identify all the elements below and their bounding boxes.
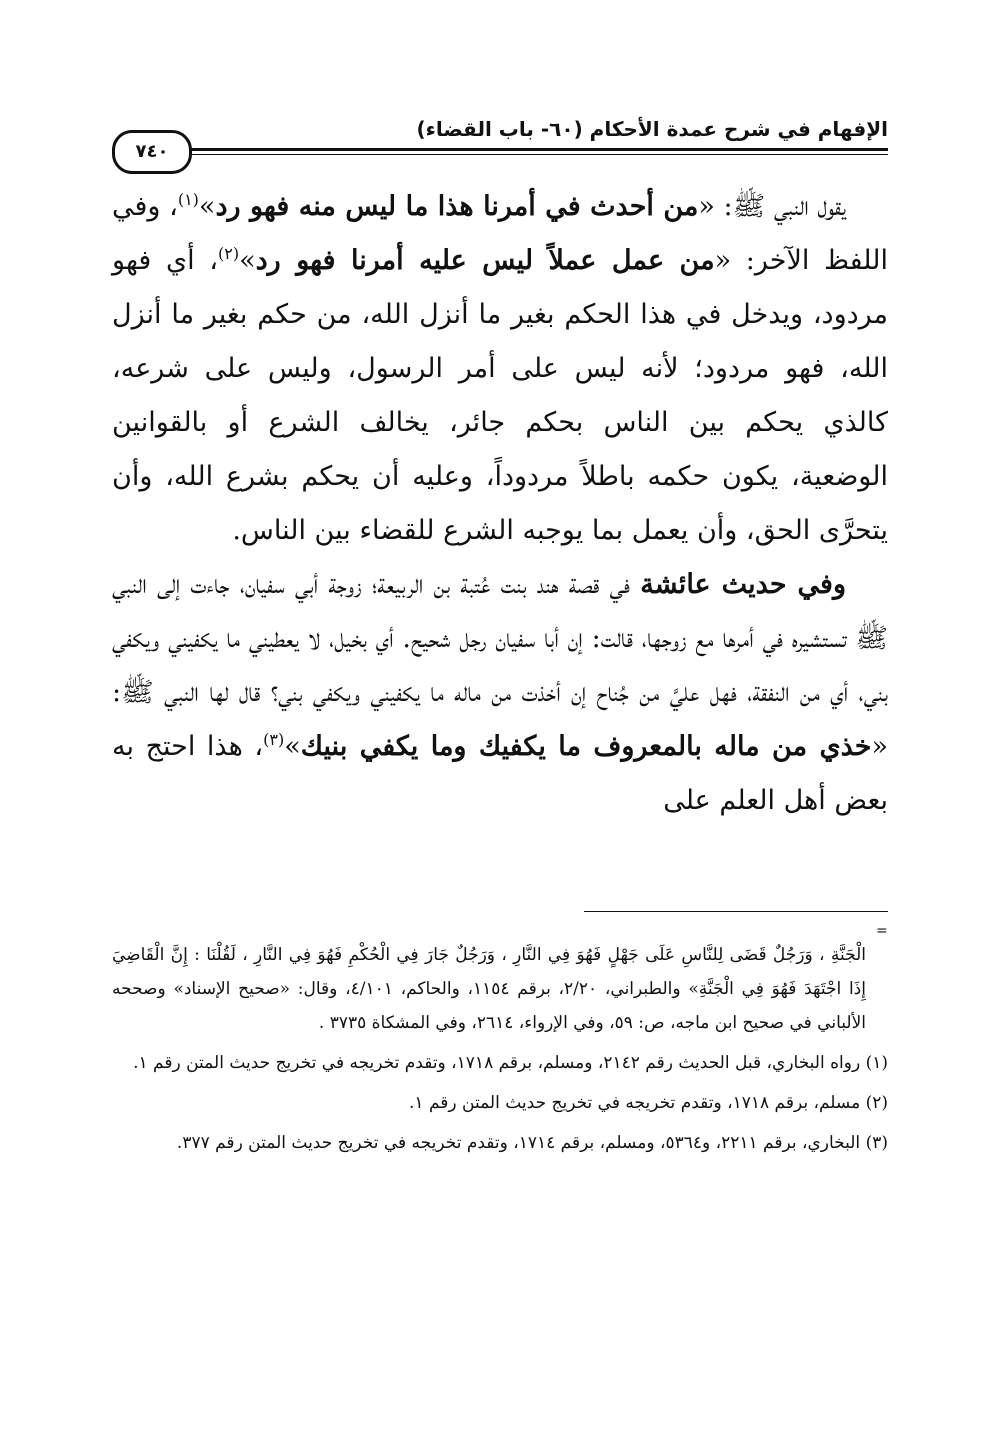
- running-header: [112, 108, 888, 178]
- footnote-3-text: البخاري، برقم ٢٢١١، و٥٣٦٤، ومسلم، برقم ١٧١٤، وتقدم تخريجه في تخريج حديث المتن رقم ٣٧٧.: [176, 1133, 861, 1153]
- p2-hadith: خذي من ماله بالمعروف ما يكفيك وما يكفي بنيك: [300, 731, 872, 762]
- footnote-2-text: مسلم، برقم ١٧١٨، وتقدم تخريجه في تخريج حديث المتن رقم ١.: [409, 1093, 861, 1113]
- p2-text-3: ، هذا احتج به بعض أهل العلم على: [112, 731, 888, 816]
- footnote-2-number: (٢): [865, 1093, 888, 1113]
- footnote-1-number: (١): [865, 1053, 888, 1073]
- p1-text-5: ، أي فهو مردود، ويدخل في هذا الحكم بغير ما أنزل الله، من حكم بغير ما أنزل الله، فهو مردود؛ لأنه ليس على أمر الرسول، وليس على شرعه، كالذي يحكم بين الناس بحكم جائر، يخالف الشرع أو بالقوانين الوضعية، يكون حكمه باطلاً مردوداً، وعليه أن يحكم بشرع الله، وأن يتحرَّى الحق، وأن يعمل بما يوجبه الشرع للقضاء بين الناس.: [112, 245, 888, 546]
- p1-text-1: يقول النبي ﷺ: «: [698, 191, 847, 222]
- footnote-continuation-marker: =: [876, 923, 888, 939]
- footnote-3: [112, 1126, 888, 1160]
- footnote-separator: [584, 911, 888, 912]
- header-rule-thin: [112, 154, 888, 155]
- p1-text-2: »: [198, 191, 216, 222]
- p1-text-3: ، وفي اللفظ الآخر: «: [112, 191, 888, 276]
- header-rule-thick: [112, 148, 888, 151]
- paragraph-2: [112, 558, 888, 828]
- footnote-ref-2: (٢): [218, 244, 240, 263]
- footnote-ref-3: (٣): [263, 730, 285, 749]
- p2-text-1: في قصة هند بنت عُتبة بن الربيعة؛ زوجة أبي سفيان، جاءت إلى النبي ﷺ تستشيره في أمرها مع زوجها، قالت: إن أبا سفيان رجل شحيح. أي بخيل، لا يعطيني ما يكفيني ويكفي بني، أي من النفقة، فهل عليَّ من جُناح إن أخذت من ماله ما يكفيني ويكفي بني؟ قال لها النبي ﷺ: «: [112, 569, 888, 762]
- footnote-1-text: رواه البخاري، قبل الحديث رقم ٢١٤٢، ومسلم، برقم ١٧١٨، وتقدم تخريجه في تخريج حديث المتن رقم ١.: [133, 1053, 861, 1073]
- footnote-ref-1: (١): [177, 190, 199, 209]
- p1-hadith-2: من عمل عملاً ليس عليه أمرنا فهو رد: [255, 245, 715, 276]
- page-number-badge: ٧٤٠: [112, 130, 192, 174]
- p2-text-2: »: [284, 731, 301, 762]
- footnote-3-number: (٣): [865, 1133, 888, 1153]
- footnote-1: [112, 1046, 888, 1080]
- paragraph-1: [112, 180, 888, 558]
- p1-text-4: »: [239, 245, 256, 276]
- header-title: الإفهام في شرح عمدة الأحكام (٦٠- باب القضاء): [416, 117, 888, 141]
- p1-hadith-1: من أحدث في أمرنا هذا ما ليس منه فهو رد: [215, 191, 699, 222]
- footnote-2: [112, 1086, 888, 1120]
- p2-heading: وفي حديث عائشة: [640, 569, 846, 600]
- footnotes: [112, 938, 888, 1166]
- footnote-continuation: الْجَنَّةِ ، وَرَجُلٌ قَضَى لِلنَّاسِ عَلَى جَهْلٍ فَهُوَ فِي النَّارِ ، وَرَجُلٌ جَارَ فِي الْحُكْمِ فَهُوَ فِي النَّارِ ، لَقُلْنَا : إِنَّ الْقَاضِيَ إِذَا اجْتَهَدَ فَهُوَ فِي الْجَنَّةِ» والطبراني، ٢/٢٠، برقم ١١٥٤، والحاكم، ٤/١٠١، وقال: «صحيح الإسناد» وصححه الألباني في صحيح ابن ماجه، ص: ٥٩، وفي الإرواء، ٢٦١٤، وفي المشكاة ٣٧٣٥ .: [112, 945, 866, 1033]
- main-text: [112, 180, 888, 828]
